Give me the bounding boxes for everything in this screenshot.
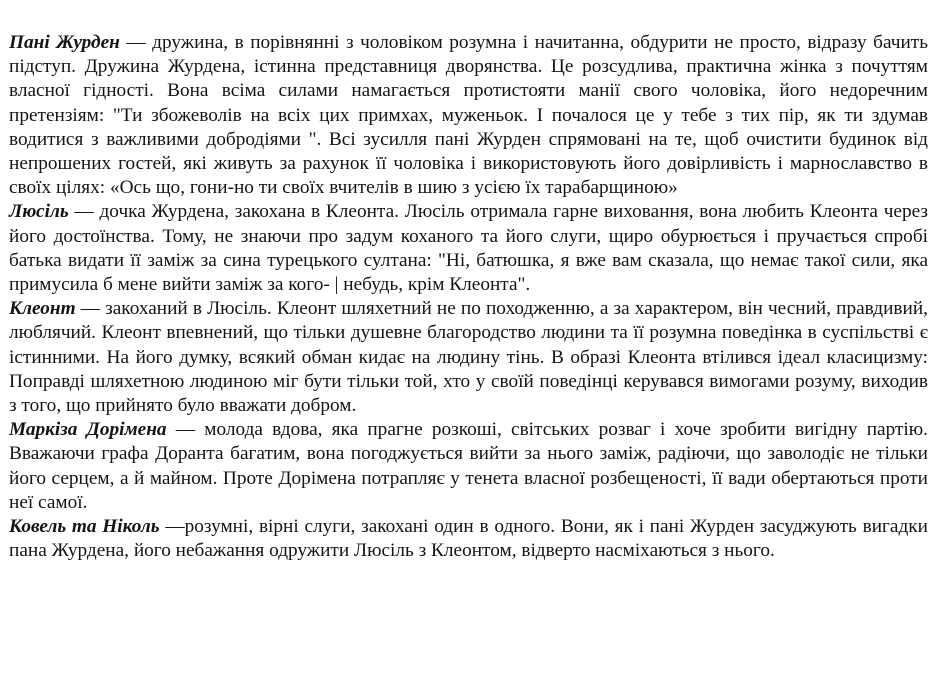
character-name: Ковель та Ніколь (9, 516, 160, 538)
character-description: — закоханий в Люсіль. Клеонт шляхетний не по походженню, а за характером, він чесний, правдивий, люблячий. Клеонт впевнений, що тільки душевне благородство людини та її розумна поведінка в суспільстві є істинними. На його думку, всякий обман кидає на людину тінь. В образі Клеонта втілився ідеал класицизму: Поправді шляхетною людиною міг бути тільки той, хто у своїй поведінці керувався вимогами розуму, виходив з того, що прийнято було вважати добром. (9, 298, 928, 417)
paragraph-cleonte (9, 297, 928, 418)
character-name: Люсіль (9, 201, 69, 223)
character-description: — молода вдова, яка прагне розкоші, світських розваг і хоче зробити вигідну партію. Вважаючи графа Доранта багатим, вона погоджується вийти за нього заміж, радіючи, що заволодіє не тільки його серцем, а й майном. Проте Дорімена потрапляє у тенета власної розбещеності, її вади обертаються проти неї самої. (9, 419, 928, 513)
character-description: — дочка Журдена, закохана в Клеонта. Люсіль отримала гарне виховання, вона любить Клеонта через його достоїнства. Тому, не знаючи про задум коханого та його слуги, щиро обурюється і пручається спробі батька видати її заміж за сина турецького султана: "Ні, батюшка, я вже вам сказала, що немає такої сили, яка примусила б мене вийти заміж за кого- | небудь, крім Клеонта". (9, 201, 928, 296)
paragraph-dorimene (9, 418, 928, 515)
character-description: — дружина, в порівнянні з чоловіком розумна і начитанна, обдурити не просто, відразу бачить підступ. Дружина Журдена, істинна представниця дворянства. Це розсудлива, практична жінка з почуттям власної гідності. Вона всіма силами намагається протистояти манії свого чоловіка, його недоречним претензіям: "Ти збожеволів на всіх цих примхах, муженьок. І почалося це у тебе з тих пір, як ти здумав водитися з важливими добродіями ". Всі зусилля пані Журден спрямовані на те, щоб очистити будинок від непрошених гостей, які живуть за рахунок її чоловіка і використовують його довірливість і марнославство в своїх цілях: «Ось що, гони-но ти своїх вчителів в шию з усією їх тарабарщиною» (9, 32, 928, 199)
character-description: —розумні, вірні слуги, закохані один в одного. Вони, як і пані Журден засуджують вигадки пана Журдена, його небажання одружити Люсіль з Клеонтом, відверто насміхаються з нього. (9, 516, 928, 562)
paragraph-covielle-nicole (9, 515, 928, 563)
character-name: Клеонт (9, 298, 76, 320)
paragraph-lucile (9, 200, 928, 297)
character-name: Маркіза Дорімена (9, 419, 167, 441)
paragraph-pani-jourdain (9, 31, 928, 200)
character-name: Пані Журден (9, 32, 120, 53)
